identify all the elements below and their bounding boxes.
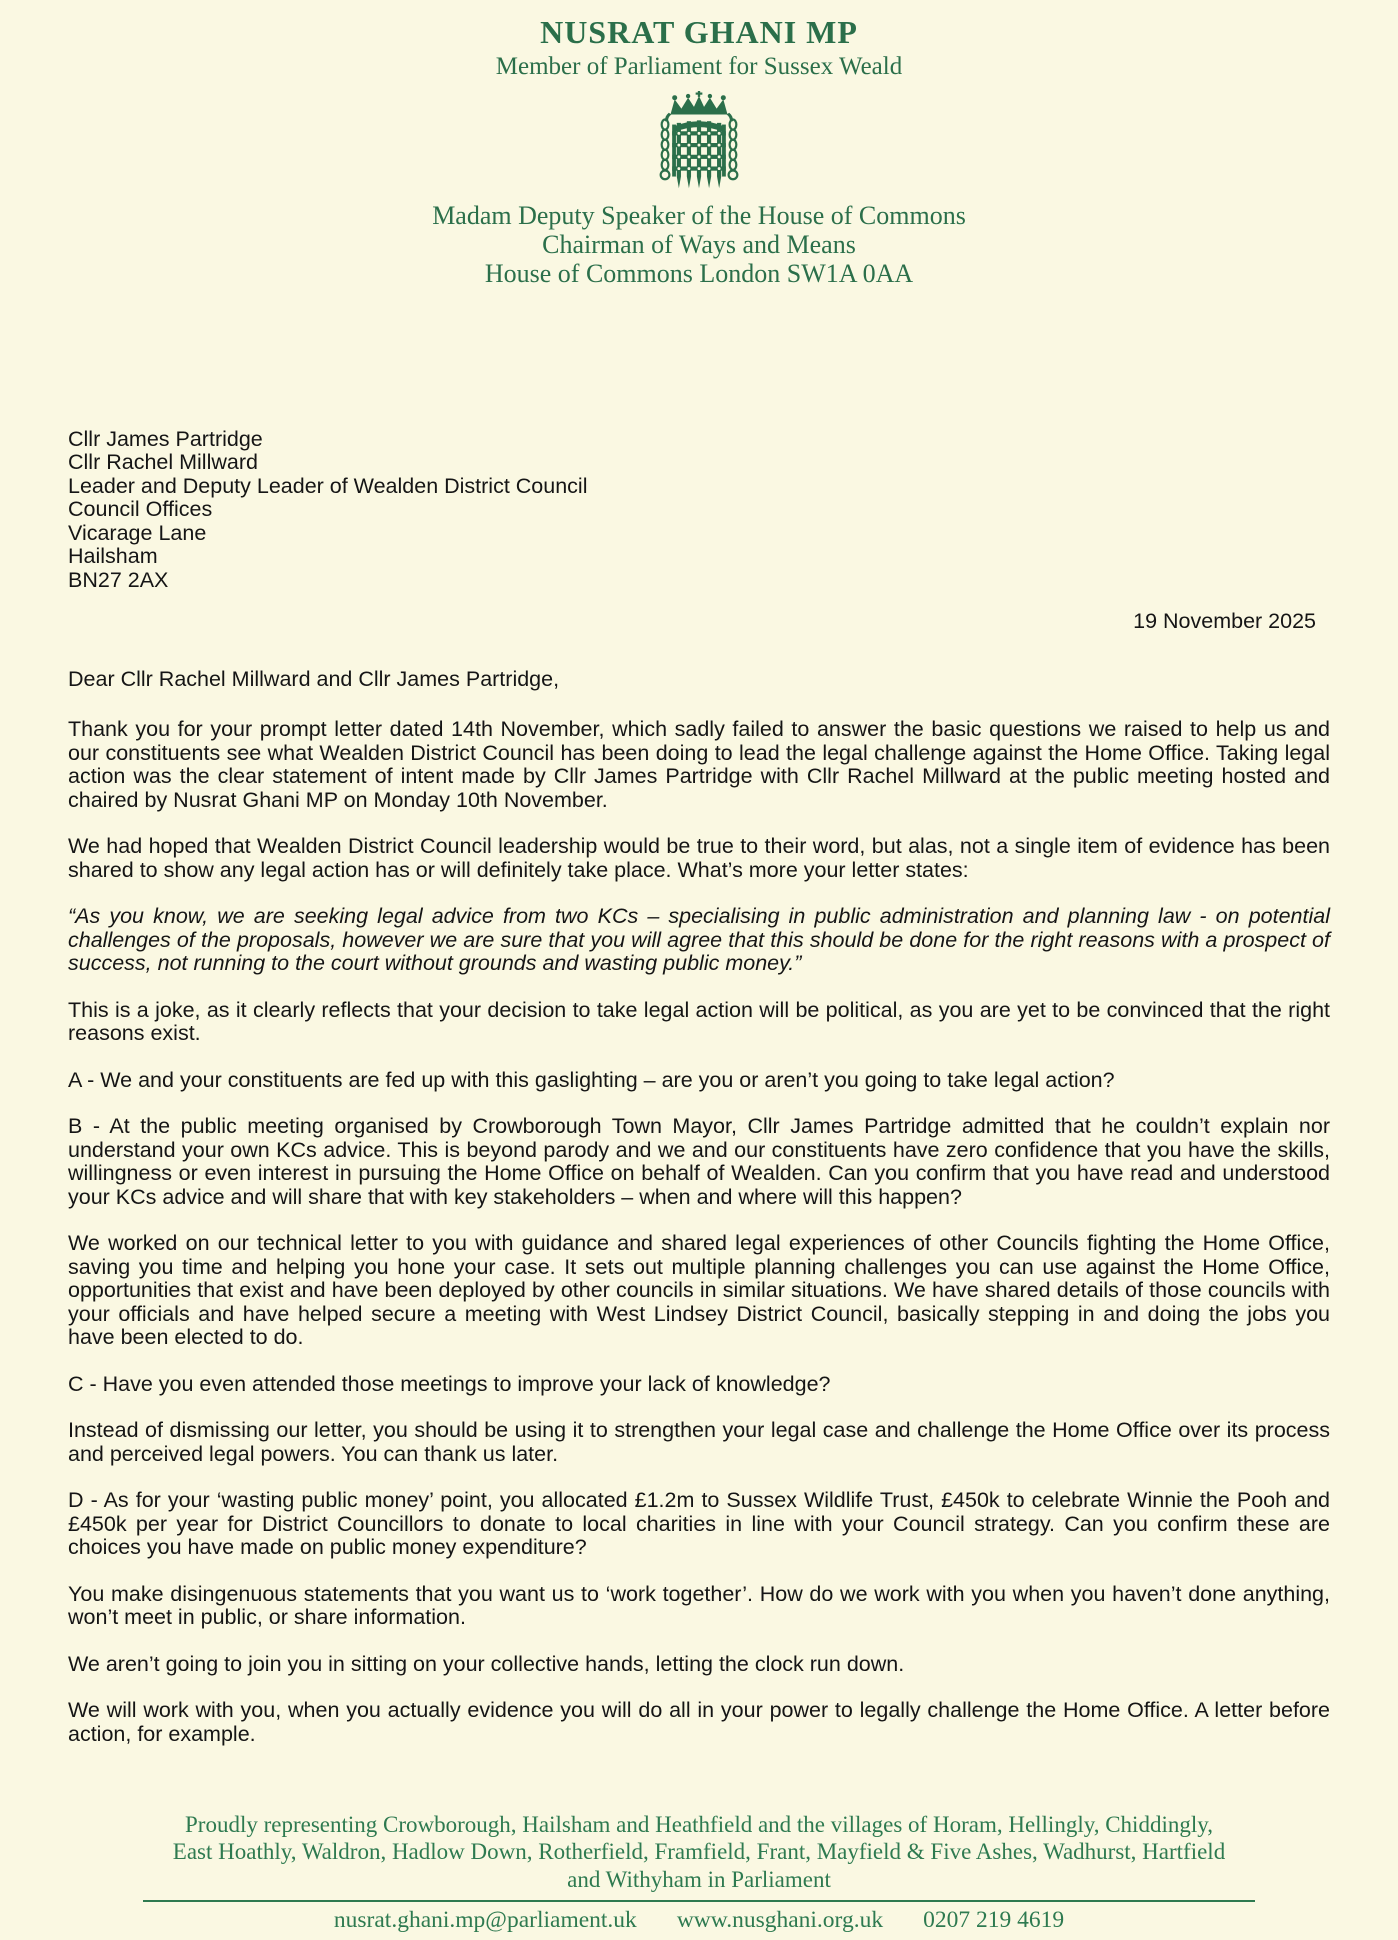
paragraph-1: Thank you for your prompt letter dated 14th November, which sadly failed to answer the basic questions we raised to help us and our constituents see what Wealden District Council has been doing to lead the legal challenge against the Home Office. Taking legal action was the clear statement of intent made by Cllr James Partridge with Cllr Rachel Millward at the public meeting hosted and chaired by Nusrat Ghani MP on Monday 10th November. xyxy=(68,717,1330,812)
recipient-line: Leader and Deputy Leader of Wealden District Council xyxy=(68,473,588,498)
hoc-address-line: Madam Deputy Speaker of the House of Commons xyxy=(432,200,966,230)
salutation: Dear Cllr Rachel Millward and Cllr James Partridge, xyxy=(68,667,560,692)
paragraph-9: Instead of dismissing our letter, you should be using it to strengthen your legal case and challenge the Home Office over its process and perceived legal powers. You can thank us later. xyxy=(68,1418,1330,1466)
paragraph-4: This is a joke, as it clearly reflects that your decision to take legal action will be political, as you are yet to be convinced that the right reasons exist. xyxy=(68,997,1330,1046)
footer-divider xyxy=(143,1900,1255,1902)
recipient-address xyxy=(68,428,1330,593)
representing-line: Proudly representing Crowborough, Hailsham and Heathfield and the villages of Horam, Hellingly, Chiddingly, xyxy=(185,1811,1213,1837)
paragraph-11: You make disingenuous statements that you want us to ‘work together’. How do we work with you when you haven’t done anything, won’t meet in public, or share information. xyxy=(68,1581,1330,1630)
footer-contact xyxy=(0,1907,1398,1934)
quoted-excerpt: “As you know, we are seeking legal advice from two KCs – specialising in public administration and planning law - on potential challenges of the proposals, however we are sure that you will agree that this should be done for the right reasons with a prospect of success, not running to the court without grounds and wasting public money.” xyxy=(68,904,1330,976)
letter-date: 19 November 2025 xyxy=(1133,609,1316,634)
paragraph-question-c: C - Have you even attended those meetings to improve your lack of knowledge? xyxy=(68,1371,831,1396)
footer-phone: 0207 219 4619 xyxy=(923,1907,1065,1933)
hoc-address-line: House of Commons London SW1A 0AA xyxy=(484,258,914,288)
recipient-line: Vicarage Lane xyxy=(68,520,207,545)
recipient-line: Council Offices xyxy=(68,497,213,522)
portcullis-crest-icon xyxy=(656,91,742,195)
recipient-line: Cllr James Partridge xyxy=(68,426,263,451)
representing-line: and Withyham in Parliament xyxy=(567,1866,831,1892)
letter-footer xyxy=(0,1811,1398,1935)
paragraph-7: We worked on our technical letter to you with guidance and shared legal experiences of other Councils fighting the Home Office, saving you time and helping you hone your case. It sets out multiple planning challenges you can use against the Home Office, opportunities that exist and have been deployed by other councils in similar situations. We have shared details of those councils with your officials and have helped secure a meeting with West Lindsey District Council, basically stepping in and doing the jobs you have been elected to do. xyxy=(68,1231,1330,1350)
recipient-line: BN27 2AX xyxy=(68,567,169,592)
footer-email: nusrat.ghani.mp@parliament.uk xyxy=(333,1907,637,1933)
mp-subtitle: Member of Parliament for Sussex Weald xyxy=(495,52,903,80)
representing-line: East Hoathly, Waldron, Hadlow Down, Rotherfield, Framfield, Frant, Mayfield & Five Ashes, Wadhurst, Hartfield xyxy=(172,1839,1226,1864)
letter-body xyxy=(68,718,1330,1746)
recipient-line: Cllr Rachel Millward xyxy=(68,450,258,475)
mp-name: NUSRAT GHANI MP xyxy=(540,14,858,50)
paragraph-2: We had hoped that Wealden District Council leadership would be true to their word, but alas, not a single item of evidence has been shared to show any legal action has or will definitely take place. What’s more your letter states: xyxy=(68,834,1330,882)
paragraph-13: We will work with you, when you actually evidence you will do all in your power to legally challenge the Home Office. A letter before action, for example. xyxy=(68,1698,1330,1746)
paragraph-question-a: A - We and your constituents are fed up with this gaslighting – are you or aren’t you going to take legal action? xyxy=(68,1067,1115,1092)
hoc-address xyxy=(68,201,1330,288)
paragraph-12: We aren’t going to join you in sitting on your collective hands, letting the clock run down. xyxy=(68,1651,905,1676)
hoc-address-line: Chairman of Ways and Means xyxy=(542,229,856,259)
recipient-line: Hailsham xyxy=(68,544,158,569)
footer-website: www.nusghani.org.uk xyxy=(676,1907,884,1933)
letterhead xyxy=(68,0,1330,288)
paragraph-question-b: B - At the public meeting organised by Crowborough Town Mayor, Cllr James Partridge admitted that he couldn’t explain nor understand your own KCs advice. This is beyond parody and we and our constituents have zero confidence that you have the skills, willingness or even interest in pursuing the Home Office on behalf of Wealden. Can you confirm that you have read and understood your KCs advice and will share that with key stakeholders – when and where will this happen? xyxy=(68,1114,1330,1209)
paragraph-question-d: D - As for your ‘wasting public money’ point, you allocated £1.2m to Sussex Wildlife Trust, £450k to celebrate Winnie the Pooh and £450k per year for District Councillors to donate to local charities in line with your Council strategy. Can you confirm these are choices you have made on public money expenditure? xyxy=(68,1488,1330,1560)
